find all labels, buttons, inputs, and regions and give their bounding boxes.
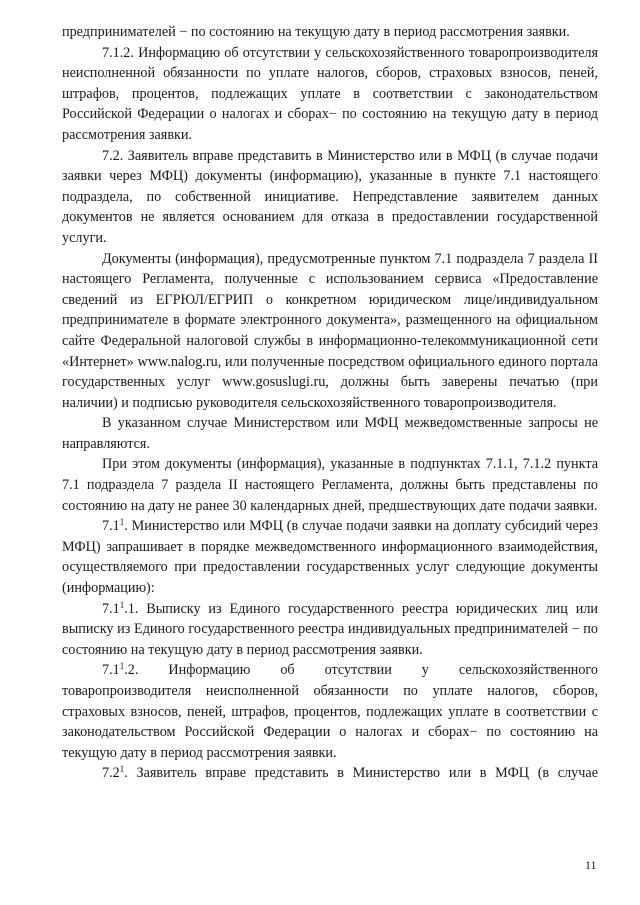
paragraph-text: 7.2 [102, 765, 120, 782]
superscript: 1 [119, 599, 125, 610]
paragraph-p2 [62, 43, 598, 146]
paragraph-p7 [62, 516, 598, 598]
paragraph-text: .1. Выписку из Единого государственного реестра юридических лиц или выписку из Единого государственного реестра индивидуальных предпринимателей − по состоянию на текущую дату в период рассмотрения заявки. [62, 600, 598, 658]
paragraph-text: 7.1 [102, 600, 120, 617]
superscript: 1 [119, 661, 125, 672]
paragraph-p10 [62, 763, 598, 784]
superscript: 1 [119, 764, 125, 775]
paragraph-text: . Заявитель вправе представить в Министерство или в МФЦ (в случае [124, 765, 598, 782]
paragraph-text: Документы (информация), предусмотренные пунктом 7.1 подраздела 7 раздела II настоящего Регламента, полученные с использованием сервиса «Предоставление сведений из ЕГРЮЛ/ЕГРИП о конкретном юридическом лице/индивидуальном предпринимателе в формате электронного документа», размещенного на официальном сайте Федеральной налоговой службы в информационно-телекоммуникационной сети «Интернет» www.nalog.ru, или полученные посредством официального единого портала государственных услуг www.gosuslugi.ru, должны быть заверены печатью (при наличии) и подписью руководителя сельскохозяйственного товаропроизводителя. [62, 250, 598, 411]
paragraph-p8 [62, 599, 598, 661]
paragraph-text: 7.1.2. Информацию об отсутствии у сельскохозяйственного товаропроизводителя неисполненной обязанности по уплате налогов, сборов, страховых взносов, пеней, штрафов, процентов, подлежащих уплате в соответствии с законодательством Российской Федерации о налогах и сборах− по состоянию на текущую дату в период рассмотрения заявки. [62, 44, 598, 143]
paragraph-text: 7.1 [102, 662, 120, 679]
paragraph-p4 [62, 249, 598, 414]
paragraph-text: 7.2. Заявитель вправе представить в Министерство или в МФЦ (в случае подачи заявки через МФЦ) документы (информацию), указанные в пункте 7.1 настоящего подраздела, по собственной инициативе. Непредставление заявителем данных документов не является основанием для отказа в предоставлении государственной услуги. [62, 147, 598, 246]
page-number: 11 [585, 858, 597, 872]
paragraph-p1 [62, 22, 598, 43]
paragraph-text: предпринимателей − по состоянию на текущую дату в период рассмотрения заявки. [62, 24, 570, 40]
paragraph-text: При этом документы (информация), указанные в подпунктах 7.1.1, 7.1.2 пункта 7.1 подраздела 7 раздела II настоящего Регламента, должны быть представлены по состоянию на дату не ранее 30 календарных дней, предшествующих дате подачи заявки. [62, 456, 598, 514]
paragraph-text: 7.1 [102, 518, 120, 535]
paragraph-p5 [62, 413, 598, 454]
superscript: 1 [119, 517, 125, 528]
paragraph-p6 [62, 454, 598, 516]
paragraph-p9 [62, 660, 598, 763]
document-body [62, 22, 598, 784]
paragraph-text: .2. Информацию об отсутствии у сельскохозяйственного товаропроизводителя неисполненной обязанности по уплате налогов, сборов, страховых взносов, пеней, штрафов, процентов, подлежащих уплате в соответствии с законодательством Российской Федерации о налогах и сборах− по состоянию на текущую дату в период рассмотрения заявки. [62, 662, 598, 761]
paragraph-text: В указанном случае Министерством или МФЦ межведомственные запросы не направляются. [62, 415, 598, 452]
paragraph-text: . Министерство или МФЦ (в случае подачи заявки на доплату субсидий через МФЦ) запрашивает в порядке межведомственного информационного взаимодействия, осуществляемого при предоставлении государственных услуг следующие документы (информацию): [62, 518, 598, 597]
paragraph-p3 [62, 146, 598, 249]
